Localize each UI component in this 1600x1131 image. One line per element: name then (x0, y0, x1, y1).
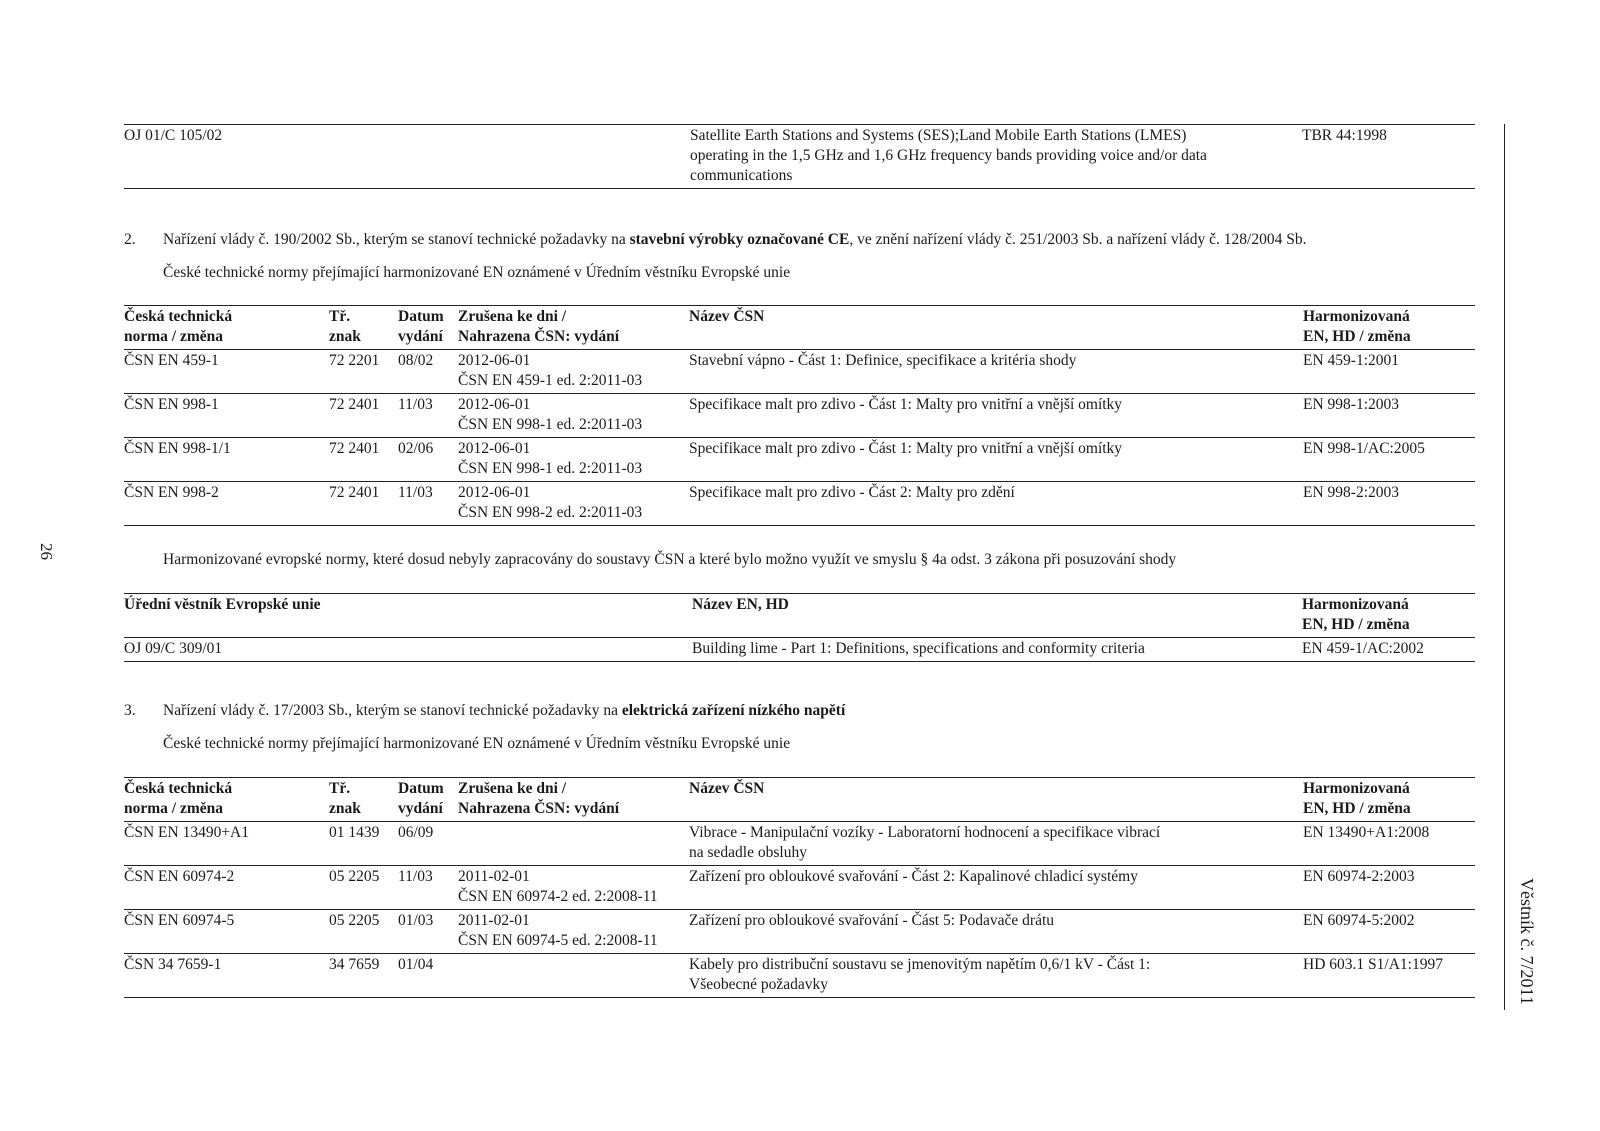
section-2-eu-subtitle: Harmonizované evropské normy, které dosud nebyly zapracovány do soustavy ČSN a které bylo možno využít ve smyslu § 4a odst. 3 zákona při posuzování shody (163, 551, 1177, 568)
table-header-row (124, 778, 1475, 822)
column-header-col6-line: EN, HD / změna (1303, 328, 1411, 345)
csn-norm: ČSN EN 998-1 (124, 394, 329, 438)
column-header-col3-line: Datum (398, 780, 444, 797)
class-code: 01 1439 (329, 822, 398, 866)
csn-title (689, 954, 1303, 998)
column-header-col4 (458, 778, 689, 822)
class-code: 05 2205 (329, 866, 398, 910)
csn-norm: ČSN EN 60974-2 (124, 866, 329, 910)
csn-norm: ČSN EN 459-1 (124, 350, 329, 394)
column-header-col3-line: vydání (398, 800, 443, 817)
section-2-text-before: Nařízení vlády č. 190/2002 Sb., kterým se stanoví technické požadavky na (163, 231, 630, 248)
table-row (124, 394, 1475, 438)
csn-title-line: Zařízení pro obloukové svařování - Část 5: Podavače drátu (689, 912, 1054, 929)
column-header-col6 (1303, 306, 1475, 350)
column-header-col1-line: Česká technická (124, 308, 233, 325)
section-2-text-bold: stavební výrobky označované CE (629, 231, 850, 248)
standard-title-line: operating in the 1,5 GHz and 1,6 GHz frequency bands providing voice and/or data (690, 147, 1207, 164)
column-header-col2-line: Tř. (329, 308, 351, 325)
section-2-eu-table (124, 593, 1475, 662)
column-header-col2-line: znak (329, 328, 361, 345)
issue-date: 11/03 (398, 866, 458, 910)
column-header-col5-line: Název ČSN (689, 308, 765, 325)
csn-title-line: Všeobecné požadavky (689, 976, 829, 993)
column-header-col3 (1302, 594, 1475, 638)
cancelled-replaced (458, 866, 689, 910)
cancelled-replaced-line: 2011-02-01 (458, 868, 530, 885)
cancelled-replaced-line: ČSN EN 998-2 ed. 2:2011-03 (458, 504, 643, 521)
column-header-col3-line: Datum (398, 308, 444, 325)
csn-title-line: Specifikace malt pro zdivo - Část 1: Malty pro vnitřní a vnější omítky (689, 396, 1123, 413)
csn-norm: ČSN EN 998-2 (124, 482, 329, 526)
cancelled-replaced (458, 482, 689, 526)
column-header-col2 (329, 778, 398, 822)
csn-title-line: na sedadle obsluhy (689, 844, 807, 861)
section-2-subtitle: České technické normy přejímající harmonizované EN oznámené v Úředním věstníku Evropské unie (163, 264, 791, 281)
table-row (124, 866, 1475, 910)
table-row (124, 438, 1475, 482)
csn-title-line: Specifikace malt pro zdivo - Část 1: Malty pro vnitřní a vnější omítky (689, 440, 1123, 457)
cancelled-replaced (458, 438, 689, 482)
csn-title (689, 482, 1303, 526)
csn-title-line: Vibrace - Manipulační vozíky - Laboratorní hodnocení a specifikace vibrací (689, 824, 1161, 841)
harmonized-standard: EN 13490+A1:2008 (1303, 822, 1475, 866)
harmonized-code: TBR 44:1998 (1302, 125, 1475, 189)
section-3-csn-table (124, 777, 1475, 998)
class-code: 72 2201 (329, 350, 398, 394)
cancelled-replaced-line: 2011-02-01 (458, 912, 530, 929)
issue-date: 11/03 (398, 394, 458, 438)
column-header-col1 (124, 594, 692, 638)
oj-reference: OJ 01/C 105/02 (124, 125, 690, 189)
en-title: Building lime - Part 1: Definitions, specifications and conformity criteria (692, 638, 1302, 662)
issue-date: 11/03 (398, 482, 458, 526)
column-header-col1-line: Úřední věstník Evropské unie (124, 596, 321, 613)
harmonized-standard: HD 603.1 S1/A1:1997 (1303, 954, 1475, 998)
column-header-col2 (692, 594, 1302, 638)
cancelled-replaced (458, 910, 689, 954)
cancelled-replaced-line: ČSN EN 60974-2 ed. 2:2008-11 (458, 888, 658, 905)
class-code: 34 7659 (329, 954, 398, 998)
cancelled-replaced-line: 2012-06-01 (458, 484, 531, 501)
section-3-text-before: Nařízení vlády č. 17/2003 Sb., kterým se stanoví technické požadavky na (163, 702, 622, 719)
csn-title-line: Zařízení pro obloukové svařování - Část 2: Kapalinové chladicí systémy (689, 868, 1138, 885)
cancelled-replaced (458, 350, 689, 394)
table-row (124, 350, 1475, 394)
harmonized-standard: EN 459-1/AC:2002 (1302, 638, 1475, 662)
issue-date: 01/04 (398, 954, 458, 998)
column-header-col4-line: Zrušena ke dni / (458, 780, 567, 797)
section-3-subtitle: České technické normy přejímající harmonizované EN oznámené v Úředním věstníku Evropské unie (163, 735, 791, 752)
csn-norm: ČSN EN 13490+A1 (124, 822, 329, 866)
cancelled-replaced-line: 2012-06-01 (458, 352, 531, 369)
column-header-col2-line: Název EN, HD (692, 596, 789, 613)
cancelled-replaced-line: ČSN EN 459-1 ed. 2:2011-03 (458, 372, 643, 389)
column-header-col6 (1303, 778, 1475, 822)
column-header-col3-line: Harmonizovaná (1302, 596, 1409, 613)
journal-margin-rule (1504, 124, 1505, 1010)
cancelled-replaced-line: ČSN EN 998-1 ed. 2:2011-03 (458, 416, 643, 433)
journal-label: Věstník č. 7/2011 (1517, 878, 1537, 1005)
section-2-text-after: , ve znění nařízení vlády č. 251/2003 Sb. a nařízení vlády č. 128/2004 Sb. (849, 231, 1307, 248)
column-header-col2-line: znak (329, 800, 361, 817)
class-code: 72 2401 (329, 482, 398, 526)
csn-title (689, 866, 1303, 910)
section-3-heading (163, 701, 845, 721)
harmonized-standard: EN 998-1/AC:2005 (1303, 438, 1475, 482)
column-header-col1-line: Česká technická (124, 780, 233, 797)
harmonized-standard: EN 60974-2:2003 (1303, 866, 1475, 910)
column-header-col6-line: Harmonizovaná (1303, 780, 1410, 797)
column-header-col6-line: EN, HD / změna (1303, 800, 1411, 817)
csn-title-line: Stavební vápno - Část 1: Definice, specifikace a kritéria shody (689, 352, 1077, 369)
section-2-heading (163, 230, 1306, 250)
harmonized-standard: EN 998-1:2003 (1303, 394, 1475, 438)
column-header-col1 (124, 306, 329, 350)
column-header-col1 (124, 778, 329, 822)
top-table (124, 124, 1475, 189)
issue-date: 01/03 (398, 910, 458, 954)
csn-norm: ČSN EN 998-1/1 (124, 438, 329, 482)
csn-title (689, 822, 1303, 866)
cancelled-replaced (458, 394, 689, 438)
csn-title (689, 350, 1303, 394)
table-row (124, 954, 1475, 998)
section-3-text-bold: elektrická zařízení nízkého napětí (621, 702, 846, 719)
column-header-col1-line: norma / změna (124, 328, 224, 345)
csn-title-line: Specifikace malt pro zdivo - Část 2: Malty pro zdění (689, 484, 1015, 501)
cancelled-replaced-line: 2012-06-01 (458, 440, 531, 457)
table-row (124, 822, 1475, 866)
cancelled-replaced-line: ČSN EN 60974-5 ed. 2:2008-11 (458, 932, 658, 949)
column-header-col5-line: Název ČSN (689, 780, 765, 797)
standard-title-line: communications (690, 167, 793, 184)
issue-date: 06/09 (398, 822, 458, 866)
page-number: 26 (37, 543, 56, 560)
column-header-col3 (398, 778, 458, 822)
column-header-col1-line: norma / změna (124, 800, 224, 817)
class-code: 72 2401 (329, 438, 398, 482)
column-header-col3-line: vydání (398, 328, 443, 345)
table-header-row (124, 306, 1475, 350)
column-header-col4-line: Zrušena ke dni / (458, 308, 567, 325)
column-header-col5 (689, 778, 1303, 822)
csn-title (689, 438, 1303, 482)
cancelled-replaced (458, 822, 689, 866)
issue-date: 08/02 (398, 350, 458, 394)
section-2-number: 2. (124, 231, 136, 248)
harmonized-standard: EN 459-1:2001 (1303, 350, 1475, 394)
table-row (124, 482, 1475, 526)
table-header-row (124, 594, 1475, 638)
column-header-col2-line: Tř. (329, 780, 351, 797)
table-row (124, 638, 1475, 662)
harmonized-standard: EN 998-2:2003 (1303, 482, 1475, 526)
table-row (124, 125, 1475, 189)
harmonized-standard: EN 60974-5:2002 (1303, 910, 1475, 954)
column-header-col4-line: Nahrazena ČSN: vydání (458, 328, 620, 345)
table-row (124, 910, 1475, 954)
oj-reference: OJ 09/C 309/01 (124, 638, 692, 662)
csn-title-line: Kabely pro distribuční soustavu se jmenovitým napětím 0,6/1 kV - Část 1: (689, 956, 1151, 973)
section-2-csn-table (124, 305, 1475, 526)
column-header-col4-line: Nahrazena ČSN: vydání (458, 800, 620, 817)
csn-norm: ČSN 34 7659-1 (124, 954, 329, 998)
csn-title (689, 394, 1303, 438)
class-code: 72 2401 (329, 394, 398, 438)
section-3-number: 3. (124, 702, 136, 719)
csn-title (689, 910, 1303, 954)
column-header-col3 (398, 306, 458, 350)
csn-norm: ČSN EN 60974-5 (124, 910, 329, 954)
cancelled-replaced-line: 2012-06-01 (458, 396, 531, 413)
standard-title (690, 125, 1302, 189)
column-header-col2 (329, 306, 398, 350)
cancelled-replaced (458, 954, 689, 998)
column-header-col6-line: Harmonizovaná (1303, 308, 1410, 325)
class-code: 05 2205 (329, 910, 398, 954)
column-header-col5 (689, 306, 1303, 350)
cancelled-replaced-line: ČSN EN 998-1 ed. 2:2011-03 (458, 460, 643, 477)
column-header-col4 (458, 306, 689, 350)
column-header-col3-line: EN, HD / změna (1302, 616, 1410, 633)
issue-date: 02/06 (398, 438, 458, 482)
standard-title-line: Satellite Earth Stations and Systems (SES);Land Mobile Earth Stations (LMES) (690, 127, 1187, 144)
